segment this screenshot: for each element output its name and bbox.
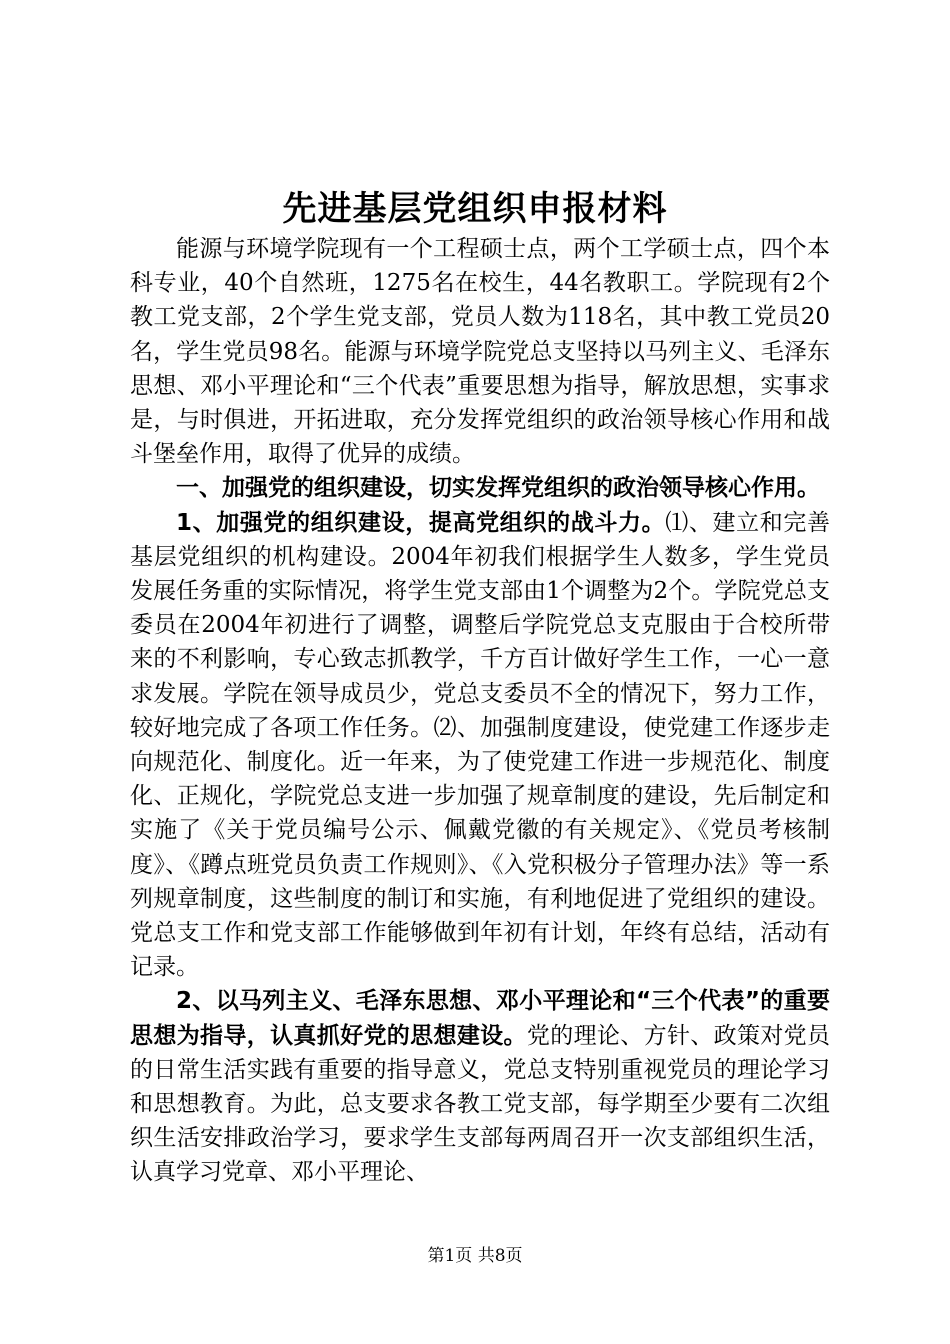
page-footer: 第1页 共8页	[427, 1246, 523, 1266]
section-heading-1: 一、加强党的组织建设，切实发挥党组织的政治领导核心作用。	[176, 475, 820, 502]
intro-paragraph	[130, 232, 830, 471]
paragraph-1	[130, 506, 830, 985]
paragraph-1-text: ⑴、建立和完善基层党组织的机构建设。2004年初我们根据学生人数多，学生党员发展任务重的实际情况，将学生党支部由1个调整为2个。学院党总支委员在2004年初进行了调整，调整后学院党总支克服由于合校所带来的不利影响，专心致志抓教学，千方百计做好学生工作，一心一意求发展。学院在领导成员少，党总支委员不全的情况下，努力工作，较好地完成了各项工作任务。⑵、加强制度建设，使党建工作逐步走向规范化、制度化。近一年来，为了使党建工作进一步规范化、制度化、正规化，学院党总支进一步加强了规章制度的建设，先后制定和实施了《关于党员编号公示、佩戴党徽的有关规定》、《党员考核制度》、《蹲点班党员负责工作规则》、《入党积极分子管理办法》等一系列规章制度，这些制度的制订和实施，有利地促进了党组织的建设。党总支工作和党支部工作能够做到年初有计划，年终有总结，活动有记录。	[130, 509, 830, 981]
paragraph-2-lead: 2、以马列主义、毛泽东思想、邓小平理论和“三个代表”的重要思想为指导，认真抓好党的思想建设。	[130, 988, 830, 1049]
paragraph-2-text: 党的理论、方针、政策对党员的日常生活实践有重要的指导意义，党总支特别重视党员的理论学习和思想教育。为此，总支要求各教工党支部，每学期至少要有二次组织生活安排政治学习，要求学生支部每两周召开一次支部组织生活，认真学习党章、邓小平理论、	[130, 1022, 831, 1186]
document-body	[130, 232, 830, 1190]
paragraph-2	[130, 984, 830, 1189]
document-title: 先进基层党组织申报材料	[282, 189, 668, 229]
intro-text: 能源与环境学院现有一个工程硕士点，两个工学硕士点，四个本科专业，40个自然班，1275名在校生，44名教职工。学院现有2个教工党支部，2个学生党支部，党员人数为118名，其中教工党员20名，学生党员98名。能源与环境学院党总支坚持以马列主义、毛泽东思想、邓小平理论和“三个代表”重要思想为指导，解放思想，实事求是，与时俱进，开拓进取，充分发挥党组织的政治领导核心作用和战斗堡垒作用，取得了优异的成绩。	[130, 236, 830, 468]
paragraph-1-lead: 1、加强党的组织建设，提高党组织的战斗力。	[176, 509, 666, 536]
